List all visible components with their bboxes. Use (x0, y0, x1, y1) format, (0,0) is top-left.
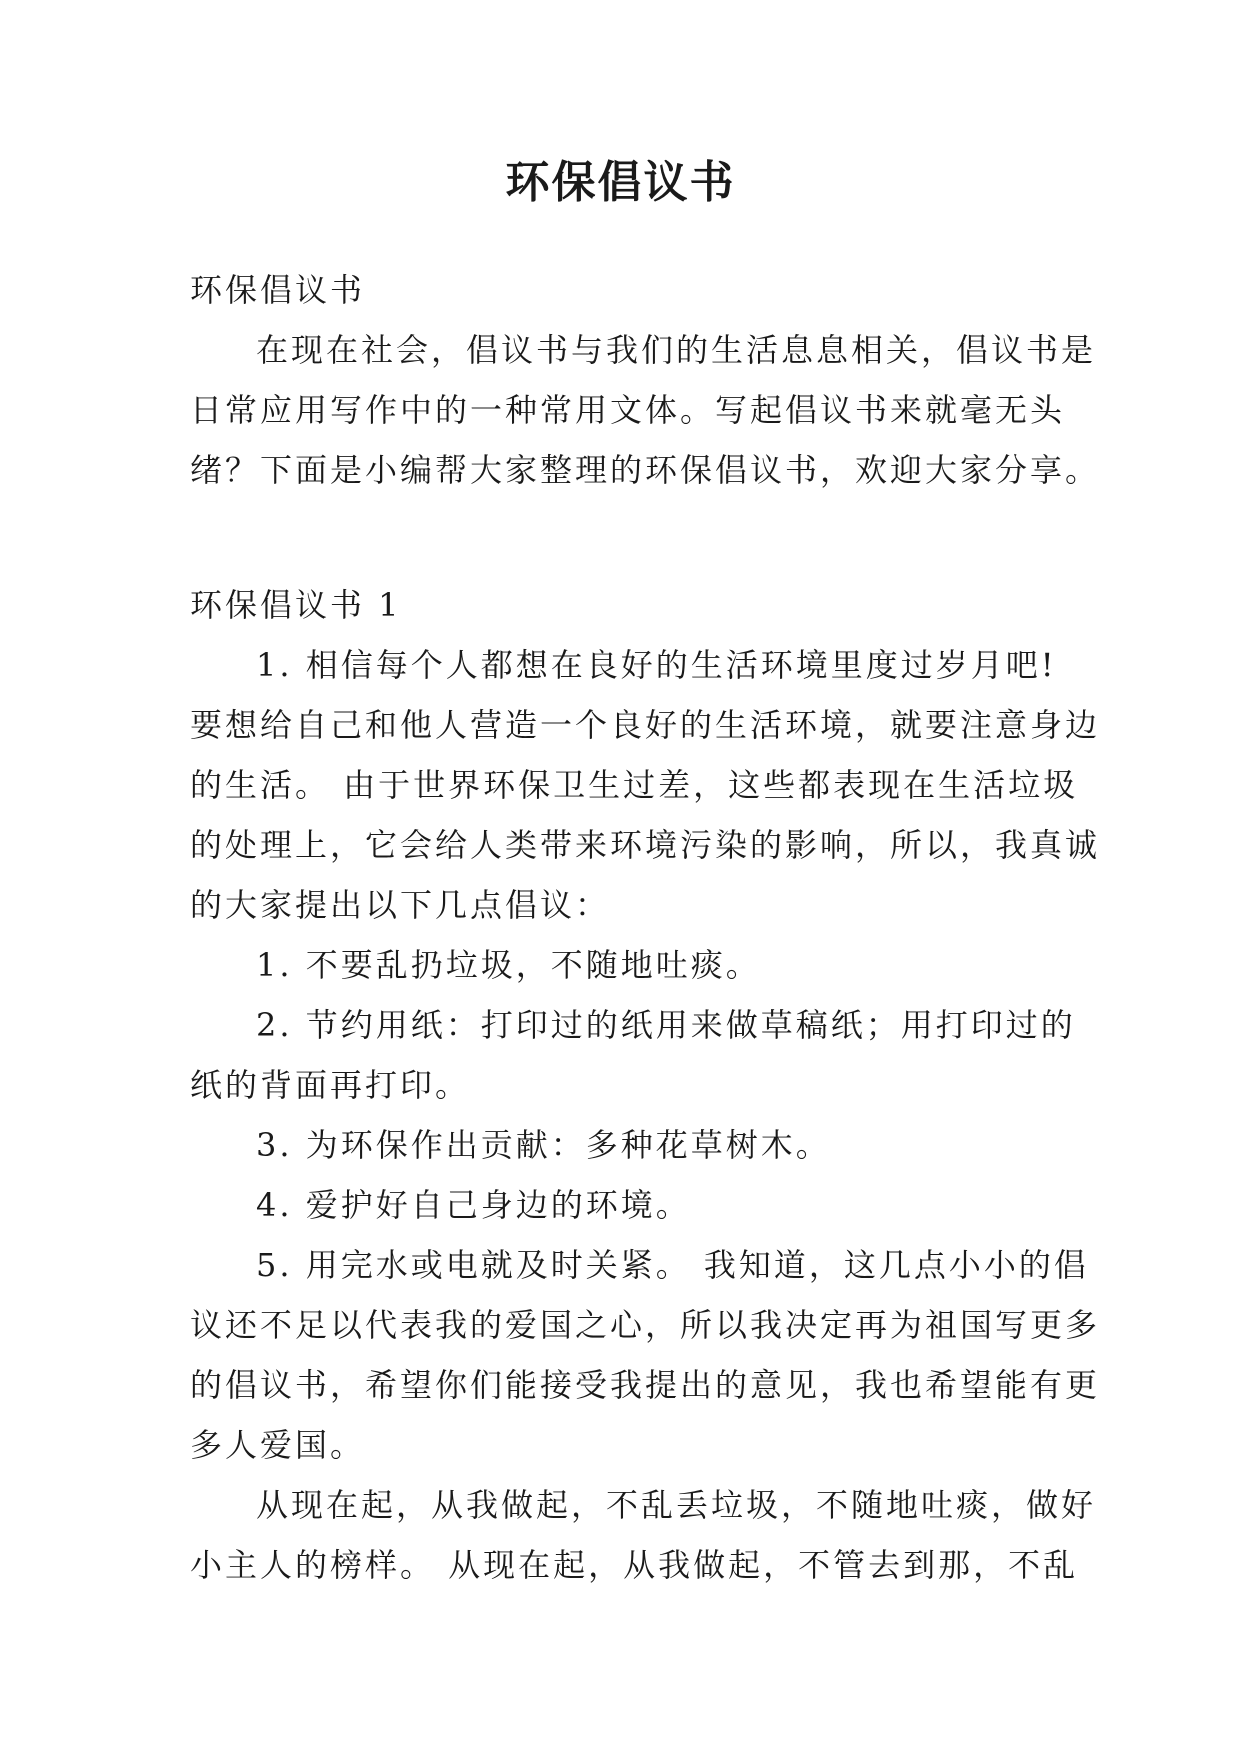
paragraph-line: 的大家提出以下几点倡议： (190, 886, 611, 924)
document-title: 环保倡议书 (505, 157, 736, 208)
list-item: 2. 节约用纸：打印过的纸用来做草稿纸；用打印过的 (256, 1006, 1076, 1044)
paragraph-line: 1. 相信每个人都想在良好的生活环境里度过岁月吧! (256, 646, 1057, 684)
paragraph-line: 议还不足以代表我的爱国之心，所以我决定再为祖国写更多 (190, 1306, 1101, 1344)
section-block (190, 575, 1101, 1595)
paragraph-line: 纸的背面再打印。 (190, 1066, 471, 1104)
list-item: 4. 爱护好自己身边的环境。 (256, 1186, 691, 1224)
list-item: 5. 用完水或电就及时关紧。 我知道，这几点小小的倡 (256, 1246, 1089, 1284)
intro-line: 在现在社会，倡议书与我们的生活息息相关，倡议书是 (256, 331, 1097, 369)
intro-block (190, 260, 1101, 500)
paragraph-line: 小主人的榜样。 从现在起，从我做起，不管去到那，不乱 (190, 1546, 1079, 1584)
paragraph-line: 要想给自己和他人营造一个良好的生活环境，就要注意身边 (190, 706, 1101, 744)
intro-line: 日常应用写作中的一种常用文体。写起倡议书来就毫无头 (190, 391, 1066, 429)
paragraph-line: 的生活。 由于世界环保卫生过差，这些都表现在生活垃圾 (190, 766, 1079, 804)
section-title: 环保倡议书 1 (190, 586, 402, 624)
list-item: 3. 为环保作出贡献：多种花草树木。 (256, 1126, 831, 1164)
paragraph-line: 多人爱国。 (190, 1426, 366, 1464)
paragraph-line: 从现在起，从我做起，不乱丢垃圾，不随地吐痰，做好 (256, 1486, 1097, 1524)
paragraph-line: 的处理上，它会给人类带来环境污染的影响，所以，我真诚 (190, 826, 1101, 864)
list-item: 1. 不要乱扔垃圾，不随地吐痰。 (256, 946, 761, 984)
subtitle-line: 环保倡议书 (190, 271, 366, 309)
intro-line: 绪？下面是小编帮大家整理的环保倡议书，欢迎大家分享。 (190, 451, 1101, 489)
paragraph-line: 的倡议书，希望你们能接受我提出的意见，我也希望能有更 (190, 1366, 1101, 1404)
